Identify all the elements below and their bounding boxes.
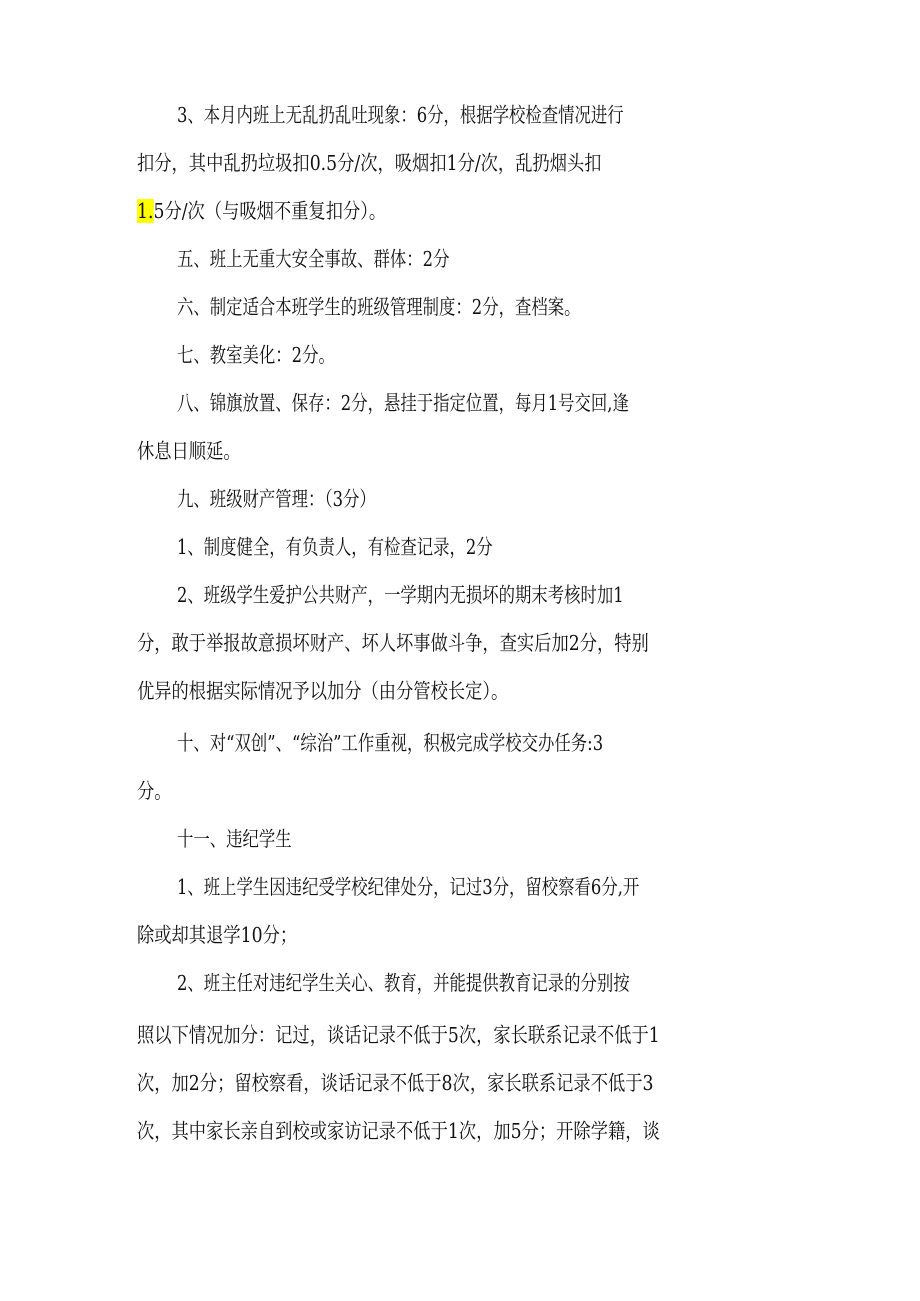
section-heading: 九、班级财产管理：（3分） [177,487,376,511]
section-heading: 十、对“双创”、“综治”工作重视，积极完成学校交办任务:3 [177,731,604,755]
text-line: 分。 [137,779,172,803]
section-heading: 八、锦旗放置、保存：2分，悬挂于指定位置，每月1号交回,逢 [177,391,629,415]
section-heading: 五、班上无重大安全事故、群体：2分 [177,247,450,271]
text-line: 优异的根据实际情况予以加分（由分管校长定）。 [137,679,509,703]
text-line: 次，其中家长亲自到校或家访记录不低于1次，加5分；开除学籍，谈 [137,1119,660,1143]
text-line [137,196,912,226]
list-item: 1、班上学生因违纪受学校纪律处分，记过3分，留校察看6分,开 [177,875,640,899]
text-line: 照以下情况加分：记过，谈话记录不低于5次，家长联系记录不低于1 [137,1023,660,1047]
text-line: 分，敢于举报故意损坏财产、坏人坏事做斗争，查实后加2分，特别 [137,631,649,655]
list-item: 2、班级学生爱护公共财产，一学期内无损坏的期末考核时加1 [177,583,624,607]
text-line-continuation: 5分/次（与吸烟不重复扣分）。 [153,199,387,223]
list-item: 1、制度健全，有负责人，有检查记录，2分 [177,535,493,559]
section-heading: 七、教室美化：2分。 [177,343,335,367]
text-line: 休息日顺延。 [137,439,241,463]
text-line: 除或却其退学10分； [137,923,298,947]
highlighted-text: 1. [137,199,154,223]
text-line: 次，加2分；留校察看，谈话记录不低于8次，家长联系记录不低于3 [137,1071,654,1095]
section-heading: 六、制定适合本班学生的班级管理制度：2分，查档案。 [177,295,581,319]
text-line: 3、本月内班上无乱扔乱吐现象：6分，根据学校检查情况进行 [177,103,624,127]
list-item: 2、班主任对违纪学生关心、教育，并能提供教育记录的分别按 [177,971,630,995]
section-heading: 十一、违纪学生 [177,827,292,851]
text-line: 扣分，其中乱扔垃圾扣0.5分/次，吸烟扣1分/次，乱扔烟头扣 [137,151,602,175]
